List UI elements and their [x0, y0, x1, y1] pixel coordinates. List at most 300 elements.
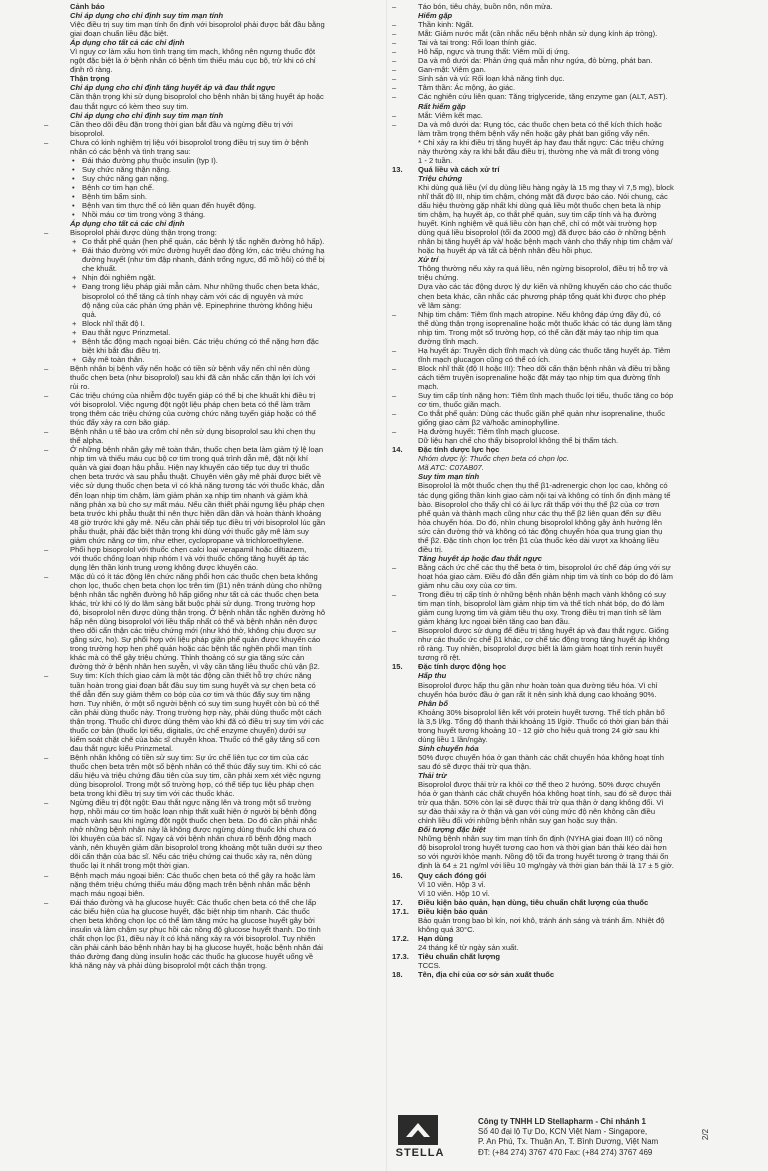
line-text: Mắt: Giảm nước mắt (cần nhắc nếu bệnh nhân sử dụng kính áp tròng).	[418, 29, 658, 39]
text-line	[392, 590, 714, 599]
text-line	[392, 273, 714, 282]
dash-marker: –	[392, 562, 397, 572]
text-line	[392, 662, 714, 671]
section-number: 17.	[392, 897, 403, 907]
section-number: 17.1.	[392, 906, 409, 916]
line-text: Tâm thần: Ác mộng, ảo giác.	[418, 83, 516, 93]
line-text: với thuốc chống loạn nhịp nhóm I và với thuốc chống tăng huyết áp tác	[70, 553, 309, 563]
line-text: cần phải cảnh báo bệnh nhân hay bị hạ glucose huyết, hoặc bệnh nhân đái	[70, 942, 323, 952]
line-text: Suy tim: Kích thích giao cảm là một tác động cần thiết hỗ trợ chức năng	[70, 671, 312, 681]
line-text: Quy cách đóng gói	[418, 870, 487, 880]
text-line	[44, 102, 384, 111]
line-text: trong trường hợp hen phế quản hoặc các bệnh tắc nghẽn phổi mạn tính	[70, 644, 312, 654]
text-line	[44, 65, 384, 74]
section-number: 15.	[392, 662, 403, 672]
text-line	[392, 599, 714, 608]
text-line	[44, 472, 384, 481]
text-line	[44, 753, 384, 762]
section-number: 16.	[392, 870, 403, 880]
company-name: Công ty TNHH LD Stellapharm - Chi nhánh 1	[478, 1117, 647, 1126]
text-line	[392, 445, 714, 454]
line-text: Mặc dù có ít tác động lên chức năng phổi hơn các thuốc chẹn beta không	[70, 571, 318, 581]
line-text: giảm kháng lực ngoại biên tăng cao ban đầu.	[418, 617, 571, 627]
text-line	[392, 744, 714, 753]
line-text: Áp dụng cho tất cả các chỉ định	[70, 38, 185, 48]
text-line	[392, 111, 714, 120]
line-text: Xử trí	[418, 255, 439, 265]
line-text: Dựa vào các tác động dược lý dự kiến và những khuyến cáo cho các thuốc	[418, 282, 672, 292]
text-line	[44, 237, 384, 246]
line-text: hoặc hạ huyết áp và tất cả bệnh nhân đều hồi phục.	[418, 246, 593, 256]
line-text: tim mạn tính, bisoprolol làm giảm nhịp tim và thể tích nhát bóp, do đó làm	[418, 599, 665, 609]
text-line	[44, 590, 384, 599]
line-text: Phối hợp bisoprolol với thuốc chẹn calci loại verapamil hoặc diltiazem,	[70, 544, 307, 554]
text-line	[392, 29, 714, 38]
text-line	[392, 943, 714, 952]
text-line	[44, 500, 384, 509]
line-text: đó, bisoprolol nên được dùng thận trọng. Ở bệnh nhân tắc nghẽn đường hô	[70, 608, 326, 618]
plus-marker: +	[72, 273, 77, 283]
line-text: Bisoprolol được sử dụng để điều trị tăng huyết áp và đau thắt ngực. Giống	[418, 626, 669, 636]
text-line	[44, 943, 384, 952]
text-line	[392, 2, 714, 11]
text-line	[44, 47, 384, 56]
text-line	[44, 219, 384, 228]
text-line	[392, 690, 714, 699]
line-text: như các thuốc ức chế β1 khác, cơ chế tác động trong tăng huyết áp không	[418, 635, 670, 645]
line-text: Chỉ áp dụng cho chỉ định suy tim mạn tính	[70, 110, 224, 120]
text-line	[392, 319, 714, 328]
text-line	[392, 83, 714, 92]
text-line	[44, 807, 384, 816]
text-line	[392, 472, 714, 481]
dash-marker: –	[392, 409, 397, 419]
line-text: là 3,5 l/kg. Tổng độ thanh thải khoảng 15 l/giờ. Thuốc có thời gian bán thải	[418, 716, 669, 726]
line-text: thuốc cơ bản (thuốc lợi tiểu, digitalis, ức chế enzyme chuyển) dưới sự	[70, 725, 307, 735]
text-line	[44, 2, 384, 11]
manufacturer-footer	[392, 1115, 712, 1169]
line-text: hoạt hóa giao cảm. Điều đó dẫn đến giảm nhịp tim và tính co bóp do đó làm	[418, 571, 673, 581]
text-line	[44, 418, 384, 427]
text-line	[44, 871, 384, 880]
line-text: điều trị.	[418, 544, 443, 554]
text-line	[44, 400, 384, 409]
text-line	[44, 491, 384, 500]
line-text: Táo bón, tiêu chảy, buồn nôn, nôn mửa.	[418, 2, 553, 11]
line-text: giảm cung lượng tim và giảm tiêu thụ oxy. Trong điều trị mạn tính sẽ làm	[418, 608, 662, 618]
line-text: Cần thận trọng khi sử dụng bisoprolol cho bệnh nhân bị tăng huyết áp hoặc	[70, 92, 324, 102]
text-line	[392, 174, 714, 183]
text-line	[44, 653, 384, 662]
text-line	[392, 617, 714, 626]
bullet-icon: •	[72, 210, 75, 220]
text-line	[392, 120, 714, 129]
text-line	[392, 681, 714, 690]
text-line	[44, 138, 384, 147]
dash-marker: –	[392, 92, 397, 102]
text-line	[44, 545, 384, 554]
line-text: thể alpha.	[70, 436, 104, 446]
text-line	[44, 907, 384, 916]
text-line	[44, 427, 384, 436]
text-line	[44, 20, 384, 29]
text-line	[392, 47, 714, 56]
dash-marker: –	[392, 110, 397, 120]
text-line	[392, 735, 714, 744]
text-line	[44, 147, 384, 156]
section-number: 14.	[392, 445, 403, 455]
text-line	[392, 880, 714, 889]
text-line	[392, 952, 714, 961]
line-text: tuần hoàn trong giai đoạn bắt đầu suy tim sung huyết và sự chẹn beta có	[70, 680, 316, 690]
line-text: beta trước khi phẫu thuật thì nên thực hiện dần dần và hoàn thành khoảng	[70, 508, 322, 518]
line-text: quản và giai đoạn hậu phẫu. Hiện nay khuyến cáo tiếp tục duy trì thuốc	[70, 463, 310, 473]
text-line	[44, 635, 384, 644]
text-line	[392, 56, 714, 65]
text-line	[392, 807, 714, 816]
line-text: so với người khỏe mạnh. Nồng độ tối đa trong huyết tương ở trạng thái ổn	[418, 852, 669, 862]
contact-phone: ĐT: (+84 274) 3767 470 Fax: (+84 274) 3767 469	[478, 1147, 653, 1157]
line-text: biệt khi bắt đầu điều trị.	[82, 345, 161, 355]
text-line	[44, 301, 384, 310]
line-text: Đặc tính dược động học	[418, 662, 507, 672]
line-text: Đái tháo đường phụ thuộc insulin (typ I).	[82, 155, 218, 165]
text-line	[392, 337, 714, 346]
text-line	[44, 762, 384, 771]
line-text: Rất hiếm gặp	[418, 101, 466, 111]
text-line	[392, 762, 714, 771]
line-text: nhịp tim. Trong một số trường hợp, có thể cần đặt máy tạo nhịp tim qua	[418, 327, 659, 337]
text-line	[392, 481, 714, 490]
line-text: độ bisoprolol trong huyết tương cao hơn và thời gian bán thải kéo dài hơn	[418, 843, 667, 853]
line-text: Da và mô dưới da: Phản ứng quá mẫn như ngứa, đỏ bừng, phát ban.	[418, 56, 653, 66]
line-text: Đặc tính dược lực học	[418, 445, 500, 455]
line-text: sức cản đường thở và không có tác động chuyển hóa qua trung gian thụ	[418, 526, 663, 536]
line-text: Đang trong liệu pháp giải mẫn cảm. Như những thuốc chẹn beta khác,	[82, 282, 320, 292]
text-line	[392, 282, 714, 291]
text-line	[44, 183, 384, 192]
dash-marker: –	[392, 363, 397, 373]
dash-marker: –	[44, 119, 49, 129]
line-text: Vỉ 10 viên. Hộp 10 vỉ.	[418, 888, 490, 898]
text-line	[392, 382, 714, 391]
line-text: 1 - 2 tuần.	[418, 155, 453, 165]
dash-marker: –	[392, 391, 397, 401]
text-line	[44, 880, 384, 889]
dash-marker: –	[392, 74, 397, 84]
text-line	[44, 120, 384, 129]
text-line	[44, 889, 384, 898]
line-text: chỉnh liều đối với những bệnh nhân suy gan hoặc suy thận.	[418, 816, 618, 826]
text-line	[392, 246, 714, 255]
dash-marker: –	[44, 752, 49, 762]
line-text: dùng quá liều bisoprolol (tối đa 2000 mg) đã được báo cáo ở những bệnh	[418, 228, 666, 238]
line-text: tương rõ rệt.	[418, 653, 461, 663]
line-text: Gan-mật: Viêm gan.	[418, 65, 486, 75]
text-line	[392, 961, 714, 970]
line-text: Sinh sản và vú: Rối loạn khả năng tình dục.	[418, 74, 565, 84]
line-text: thể β2. Đặc tính chọn lọc trên β1 của thuốc kéo dài vượt xa khoảng liều	[418, 535, 659, 545]
text-line	[44, 373, 384, 382]
text-line	[392, 373, 714, 382]
dash-marker: –	[44, 427, 49, 437]
text-line	[44, 780, 384, 789]
text-line	[44, 572, 384, 581]
line-text: nhân có các bệnh và tình trạng sau:	[70, 146, 191, 156]
dash-marker: –	[392, 590, 397, 600]
text-line	[44, 228, 384, 237]
line-text: Đái tháo đường và hạ glucose huyết: Các thuốc chẹn beta có thể che lấp	[70, 897, 317, 907]
text-line	[44, 111, 384, 120]
line-text: Mắt: Viêm kết mạc.	[418, 110, 483, 120]
line-text: giảm chức năng cơ tim, như ether, cyclopropane và trichloroethylene.	[70, 535, 304, 545]
line-text: Bisoprolol được thải trừ ra khỏi cơ thể theo 2 hướng. 50% được chuyển	[418, 780, 661, 790]
text-line	[392, 491, 714, 500]
line-text: thuốc lại ít nhất trong một thời gian.	[70, 861, 190, 871]
line-text: Dữ liệu hạn chế cho thấy bisoprolol không thể bị thẩm tách.	[418, 436, 619, 446]
line-text: dùng bisoprolol. Trong một số trường hợp, có thể tiếp tục liệu pháp chẹn	[70, 780, 314, 790]
text-line	[392, 237, 714, 246]
line-text: giảm nhu cầu oxy của cơ tim.	[418, 581, 518, 590]
text-line	[44, 934, 384, 943]
dash-marker: –	[44, 571, 49, 581]
text-line	[392, 301, 714, 310]
line-text: chẹn beta không chọn lọc có thể làm tăng mức hạ glucose huyết gây bởi	[70, 915, 315, 925]
text-line	[392, 454, 714, 463]
text-line	[44, 925, 384, 934]
text-line	[44, 961, 384, 970]
text-line	[44, 789, 384, 798]
dash-marker: –	[44, 228, 49, 238]
line-text: Nhồi máu cơ tim trong vòng 3 tháng.	[82, 210, 206, 220]
text-line	[44, 255, 384, 264]
line-text: Tên, địa chỉ của cơ sở sản xuất thuốc	[418, 970, 555, 980]
dash-marker: –	[44, 137, 49, 147]
text-line	[392, 355, 714, 364]
text-line	[392, 563, 714, 572]
line-text: năng phản xạ bù cho sự mất máu. Nếu cần thiết phải ngưng liệu pháp chẹn	[70, 499, 325, 509]
text-line	[392, 780, 714, 789]
text-line	[392, 255, 714, 264]
plus-marker: +	[72, 237, 77, 247]
line-text: vành, nên khuyên giảm dần bisoprolol trong khoảng một tuần dưới sự theo	[70, 843, 322, 853]
dash-marker: –	[392, 38, 397, 48]
text-line	[392, 527, 714, 536]
text-line	[44, 834, 384, 843]
line-text: Chỉ áp dụng cho chỉ định tăng huyết áp và đau thắt ngực	[70, 83, 276, 93]
text-line	[392, 65, 714, 74]
text-line	[392, 138, 714, 147]
line-text: Bằng cách ức chế các thụ thể beta ở tim, bisoprolol ức chế đáp ứng với sự	[418, 562, 671, 572]
line-text: chất chọn lọc β1, điều này ít có khả năng xảy ra với bisoprolol. Tuy nhiên	[70, 933, 316, 943]
line-text: Nhịp tim chậm: Tiêm tĩnh mạch atropine. Nếu không đáp ứng đầy đủ, có	[418, 309, 661, 319]
line-text: đến loạn nhịp tim chậm, làm giảm phản xạ nhịp tim nhanh và giảm khả	[70, 490, 308, 500]
line-text: Bệnh van tim thực thể có liên quan đến huyết động.	[82, 201, 256, 211]
bullet-icon: •	[72, 173, 75, 183]
text-line	[44, 463, 384, 472]
line-text: hợp, nhồi máu cơ tim hoặc loạn nhịp thất xuất hiện ở người bị bệnh động	[70, 807, 317, 817]
line-text: Chưa có kinh nghiệm trị liệu với bisoprolol trong điều trị suy tim ở bệnh	[70, 137, 309, 147]
text-line	[392, 970, 714, 979]
line-text: định là 64 ± 21 ng/ml với liều 10 mg/ngày và thời gian bán thải là 17 ± 5 giờ.	[418, 861, 674, 871]
line-text: Vỉ 10 viên. Hộp 3 vỉ.	[418, 879, 486, 889]
line-text: sự đào thải xảy ra ở thận và gan với cùng mức độ nên không cần điều	[418, 807, 656, 817]
line-text: hấp nên dùng bisoprolol với liều thấp nhất có thể và bệnh nhân nên được	[70, 617, 318, 627]
text-line	[44, 825, 384, 834]
text-line	[392, 653, 714, 662]
left-text-column	[44, 0, 384, 1171]
section-number: 17.2.	[392, 933, 409, 943]
plus-marker: +	[72, 246, 77, 256]
text-line	[44, 409, 384, 418]
line-text: lời khuyên của bác sĩ. Ngay cả với bệnh nhân chưa rõ bệnh động mạch	[70, 834, 312, 844]
text-line	[392, 74, 714, 83]
dash-marker: –	[392, 427, 397, 437]
text-line	[392, 147, 714, 156]
text-line	[392, 871, 714, 880]
line-text: Bệnh cơ tim hạn chế.	[82, 182, 155, 192]
line-text: phẫu thuật, phải đặc biệt thận trọng khi dùng với thuốc gây mê làm suy	[70, 526, 309, 536]
text-line	[392, 500, 714, 509]
line-text: dấu hiệu và triệu chứng đầu tiên của suy tim, cần phải xem xét việc ngưng	[70, 770, 321, 780]
line-text: Các nghiên cứu liên quan: Tăng triglyceride, tăng enzyme gan (ALT, AST).	[418, 92, 668, 102]
line-text: về lâm sàng:	[418, 300, 462, 310]
line-text: Hô hấp, ngực và trung thất: Viêm mũi dị ứng.	[418, 47, 570, 57]
text-line	[44, 771, 384, 780]
text-line	[44, 92, 384, 101]
text-line	[44, 798, 384, 807]
text-line	[44, 518, 384, 527]
dash-marker: –	[392, 309, 397, 319]
line-text: kiểm soát chặt chẽ của bác sĩ chuyên khoa. Thuốc có thể gây tăng số cơn	[70, 734, 320, 744]
line-text: đau thắt ngực kiểu Prinzmetal.	[70, 743, 174, 753]
text-line	[392, 717, 714, 726]
page-number: 2/2	[701, 1128, 711, 1141]
line-text: nhịp tim và thiếu máu cục bộ cơ tim trong quá trình dẫn mê, đặt nội khí	[70, 454, 308, 464]
text-line	[44, 563, 384, 572]
line-text: TCCS.	[418, 960, 441, 970]
line-text: đường tĩnh mạch.	[418, 336, 479, 346]
line-text: Ở những bệnh nhân gây mê toàn thân, thuốc chẹn beta làm giảm tỷ lệ loạn	[70, 445, 324, 455]
text-line	[44, 916, 384, 925]
bullet-icon: •	[72, 191, 75, 201]
dash-marker: –	[392, 47, 397, 57]
line-text: Hạ đường huyết: Tiêm tĩnh mạch glucose.	[418, 427, 560, 437]
line-text: chẹn beta khác, cần nhắc các phương pháp tổng quát khi được cho phép	[418, 291, 666, 301]
line-text: Bệnh mạch máu ngoại biên: Các thuốc chẹn beta có thể gây ra hoặc làm	[70, 870, 316, 880]
text-line	[44, 690, 384, 699]
dash-marker: –	[44, 445, 49, 455]
line-text: định rõ ràng.	[70, 65, 113, 75]
line-text: gắng sức, ho). Sự phối hợp với liệu pháp giãn phế quản được khuyến cáo	[70, 635, 321, 645]
text-line	[392, 518, 714, 527]
line-text: tác dụng giống thần kinh giao cảm nội tại và không có tính ổn định màng tế	[418, 490, 671, 500]
text-line	[44, 816, 384, 825]
line-text: Thải trừ	[418, 770, 447, 780]
line-text: Việc điều trị suy tim mạn tính ổn định với bisoprolol phải được bắt đầu bằng	[70, 20, 325, 30]
line-text: 50% được chuyển hóa ở gan thành các chất chuyển hóa không hoạt tính	[418, 752, 664, 762]
text-line	[44, 898, 384, 907]
line-text: bisoprolol có thể tăng cả tính nhạy cảm với các dị nguyên và mức	[82, 291, 304, 301]
plus-marker: +	[72, 318, 77, 328]
dash-marker: –	[392, 29, 397, 39]
text-line	[392, 608, 714, 617]
text-line	[44, 481, 384, 490]
dash-marker: –	[392, 65, 397, 75]
line-text: Thần kinh: Ngất.	[418, 20, 474, 30]
line-text: khác, trừ khi có lý do lâm sàng bắt buộc phải sử dụng. Trong trường hợp	[70, 599, 316, 609]
line-text: thận trọng. Thuốc chỉ được dùng thêm vào khi đã có điều trị suy tim với các	[70, 716, 324, 726]
text-line	[44, 38, 384, 47]
text-line	[392, 201, 714, 210]
bullet-icon: •	[72, 182, 75, 192]
text-line	[44, 264, 384, 273]
text-line	[44, 210, 384, 219]
line-text: giống giao cảm β2 và/hoặc aminophylline.	[418, 418, 560, 428]
line-text: Đau thắt ngực Prinzmetal.	[82, 327, 171, 337]
bullet-icon: •	[72, 164, 75, 174]
line-text: triệu chứng.	[418, 273, 459, 283]
manufacturer-address	[478, 1117, 658, 1158]
line-text: Thận trọng	[70, 74, 110, 84]
text-line	[392, 400, 714, 409]
line-text: thúc đẩy xảy ra cơn bão giáp.	[70, 418, 170, 428]
text-line	[44, 292, 384, 301]
text-line	[44, 861, 384, 870]
line-text: bệnh nhân tắc nghẽn đường hô hấp giống như tất cả các thuốc chẹn beta	[70, 590, 319, 600]
text-line	[392, 898, 714, 907]
line-text: Suy tim cấp tính nặng hơn: Tiêm tĩnh mạch thuốc lợi tiểu, thuốc tăng co bóp	[418, 391, 674, 401]
text-line	[392, 183, 714, 192]
line-text: không quá 30°C.	[418, 924, 475, 934]
text-line	[44, 11, 384, 20]
text-line	[44, 717, 384, 726]
line-text: nhân bị tăng huyết áp và/ hoặc bệnh mạch vành cho thấy nhịp tim chậm và/	[418, 237, 673, 247]
dash-marker: –	[44, 870, 49, 880]
text-line	[44, 391, 384, 400]
line-text: đường huyết (như tim đập nhanh, đánh trống ngực, đổ mồ hôi) có thể bị	[82, 255, 325, 265]
line-text: cách tiêm truyền isoprenaline hoặc đặt máy tạo nhịp tim qua đường tĩnh	[418, 372, 661, 382]
line-text: Điều kiện bảo quản, hạn dùng, tiêu chuẩn chất lượng của thuốc	[418, 897, 649, 907]
text-line	[44, 337, 384, 346]
text-line	[392, 418, 714, 427]
text-line	[44, 735, 384, 744]
text-line	[392, 545, 714, 554]
text-line	[392, 644, 714, 653]
section-number: 18.	[392, 970, 403, 980]
line-text: nhĩ thất độ III, nhịp tim chậm, chóng mặt đã được báo cáo. Nói chung, các	[418, 191, 668, 201]
text-line	[392, 861, 714, 870]
line-text: Tiêu chuẩn chất lượng	[418, 951, 501, 961]
address-line-1: Số 40 đại lộ Tự Do, KCN Việt Nam - Singapore,	[478, 1127, 648, 1137]
line-text: Quá liều và cách xử trí	[418, 164, 500, 174]
text-line	[44, 952, 384, 961]
line-text: che khuất.	[82, 264, 118, 274]
line-text: beta trong khi điều trị suy tim với các thuốc khác.	[70, 789, 235, 799]
line-text: quả.	[82, 309, 97, 319]
line-text: rủi ro.	[70, 381, 90, 391]
text-line	[44, 310, 384, 319]
text-line	[44, 509, 384, 518]
plus-marker: +	[72, 327, 77, 337]
dash-marker: –	[392, 2, 397, 11]
text-line	[44, 744, 384, 753]
line-text: Cần theo dõi đều đặn trong thời gian bắt đầu và ngừng điều trị với	[70, 119, 293, 129]
text-line	[392, 753, 714, 762]
text-line	[392, 834, 714, 843]
line-text: trong huyết tương khoảng 10 - 12 giờ cho hiệu quả trong 24 giờ sau khi	[418, 725, 660, 735]
line-text: Mã ATC: C07AB07.	[418, 463, 484, 473]
